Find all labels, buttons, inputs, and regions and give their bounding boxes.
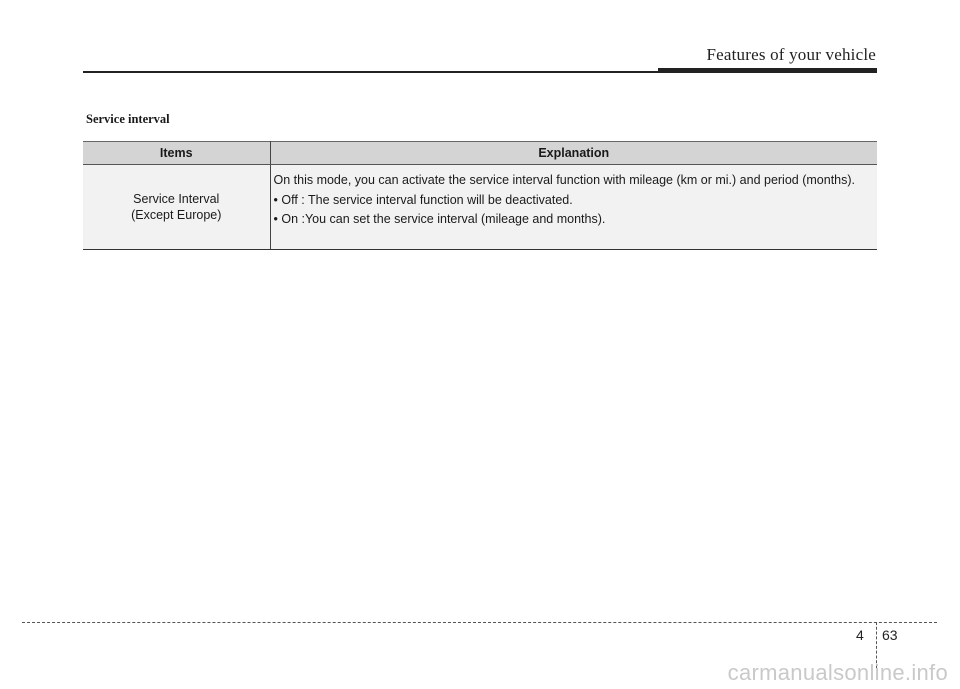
section-heading: Service interval (86, 112, 170, 126)
explanation-cell (270, 165, 877, 250)
item-qualifier: (Except Europe) (131, 208, 222, 222)
explanation-paragraph: On this mode, you can activate the service interval function with mileage (km or mi.) and period (months). (273, 173, 856, 187)
page-header-title: Features of your vehicle (706, 45, 876, 64)
watermark: carmanualsonline.info (727, 660, 948, 685)
header-rule-accent (658, 68, 877, 73)
footer-rule (22, 622, 937, 623)
item-cell (83, 165, 270, 250)
page-number: 63 (882, 627, 898, 643)
service-interval-table (83, 141, 877, 250)
column-header-items: Items (83, 142, 270, 165)
table-row (83, 165, 877, 250)
explanation-bullet-on: • On :You can set the service interval (mileage and months). (273, 212, 606, 226)
table-header-row (83, 142, 877, 165)
header-rule (83, 71, 658, 73)
item-name: Service Interval (133, 192, 220, 206)
column-header-explanation: Explanation (270, 142, 877, 165)
explanation-bullet-off: • Off : The service interval function will be deactivated. (273, 192, 573, 207)
chapter-number: 4 (856, 627, 864, 643)
